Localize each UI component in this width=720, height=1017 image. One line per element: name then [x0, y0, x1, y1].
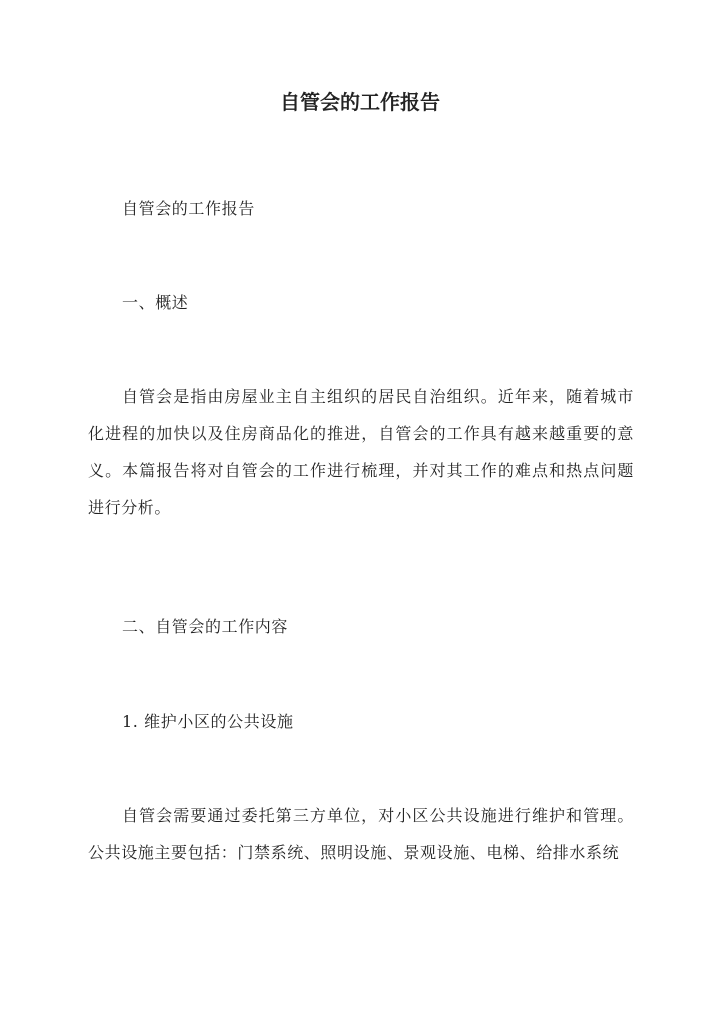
- document-subtitle: 自管会的工作报告: [122, 199, 255, 218]
- facilities-paragraph: 自管会需要通过委托第三方单位，对小区公共设施进行维护和管理。公共设施主要包括：门禁系统、照明设施、景观设施、电梯、给排水系统: [88, 806, 634, 862]
- document-title: 自管会的工作报告: [280, 90, 440, 114]
- overview-paragraph: 自管会是指由房屋业主自主组织的居民自治组织。近年来，随着城市化进程的加快以及住房商品化的推进，自管会的工作具有越来越重要的意义。本篇报告将对自管会的工作进行梳理，并对其工作的难点和热点问题进行分析。: [88, 387, 634, 517]
- section-heading-work-content: 二、自管会的工作内容: [122, 617, 289, 636]
- subsection-heading-facilities: 1. 维护小区的公共设施: [122, 712, 294, 731]
- section-heading-overview: 一、概述: [122, 293, 189, 312]
